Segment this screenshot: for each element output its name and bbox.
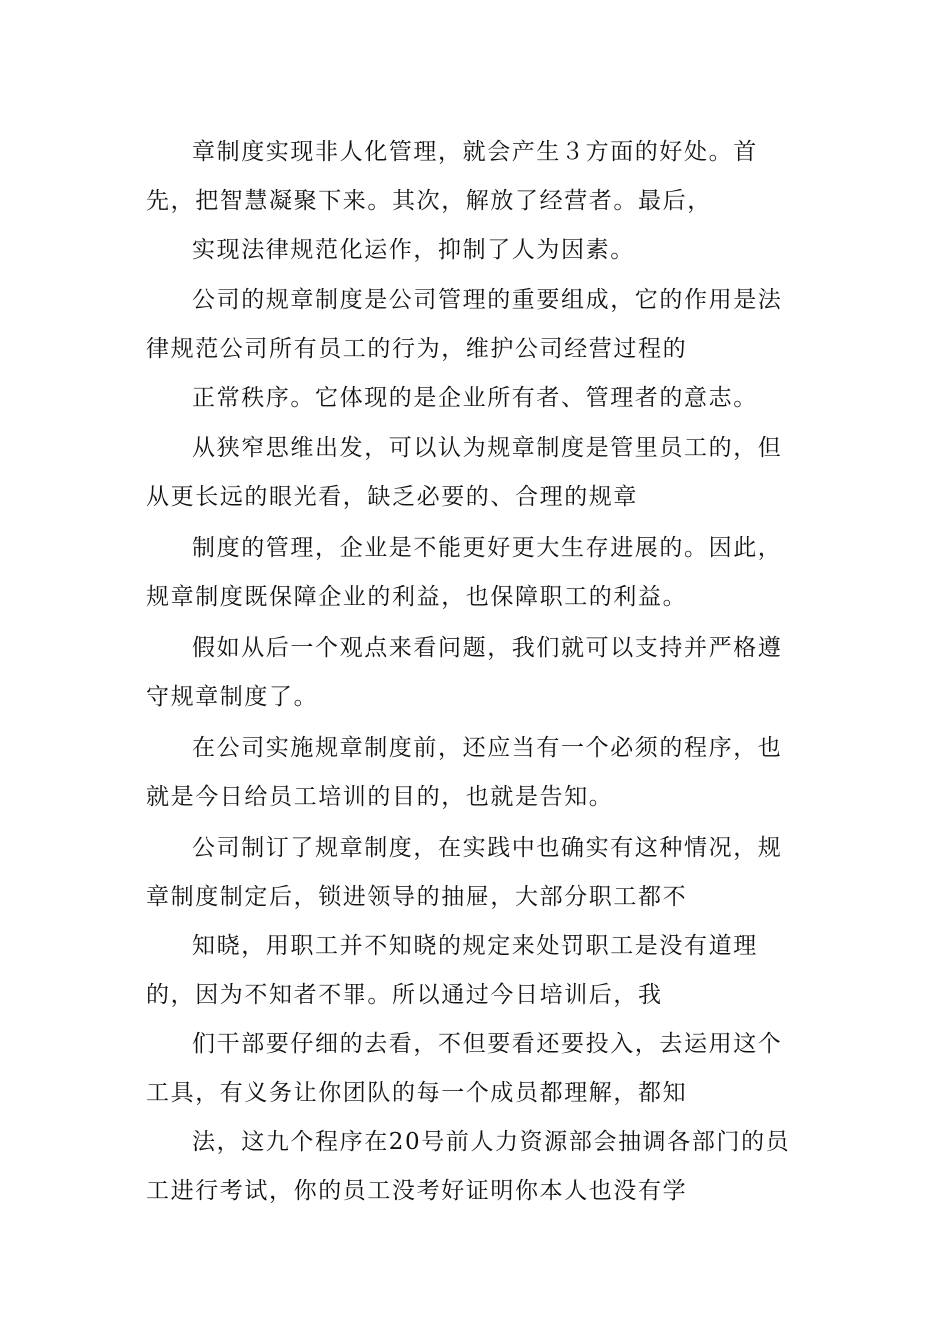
paragraph-1: 章制度实现非人化管理，就会产生３方面的好处。首先，把智慧凝聚下来。其次，解放了经营者。最后，: [146, 139, 758, 214]
paragraph-2: 实现法律规范化运作，抑制了人为因素。: [192, 237, 635, 263]
paragraph-10: 知晓，用职工并不知晓的规定来处罚职工是没有道理的，因为不知者不罪。所以通过今日培训后，我: [146, 933, 758, 1008]
paragraph-9: 公司制订了规章制度，在实践中也确实有这种情况，规章制度制定后，锁进领导的抽屉，大部分职工都不: [146, 835, 783, 910]
paragraph-5: 从狭窄思维出发，可以认为规章制度是管里员工的，但从更长远的眼光看，缺乏必要的、合理的规章: [146, 435, 783, 510]
paragraph-8: 在公司实施规章制度前，还应当有一个必须的程序，也就是今日给员工培训的目的，也就是告知。: [146, 735, 783, 810]
paragraph-6: 制度的管理，企业是不能更好更大生存进展的。因此，规章制度既保障企业的利益，也保障职工的利益。: [146, 535, 783, 610]
paragraph-11: 们干部要仔细的去看，不但要看还要投入，去运用这个工具，有义务让你团队的每一个成员都理解，都知: [146, 1031, 783, 1106]
paragraph-12: 法，这九个程序在20号前人力资源部会抽调各部门的员工进行考试，你的员工没考好证明你本人也没有学: [146, 1129, 791, 1204]
paragraph-3: 公司的规章制度是公司管理的重要组成，它的作用是法律规范公司所有员工的行为，维护公司经营过程的: [146, 287, 783, 362]
paragraph-4: 正常秩序。它体现的是企业所有者、管理者的意志。: [192, 385, 758, 411]
paragraph-7: 假如从后一个观点来看问题，我们就可以支持并严格遵守规章制度了。: [146, 635, 783, 710]
